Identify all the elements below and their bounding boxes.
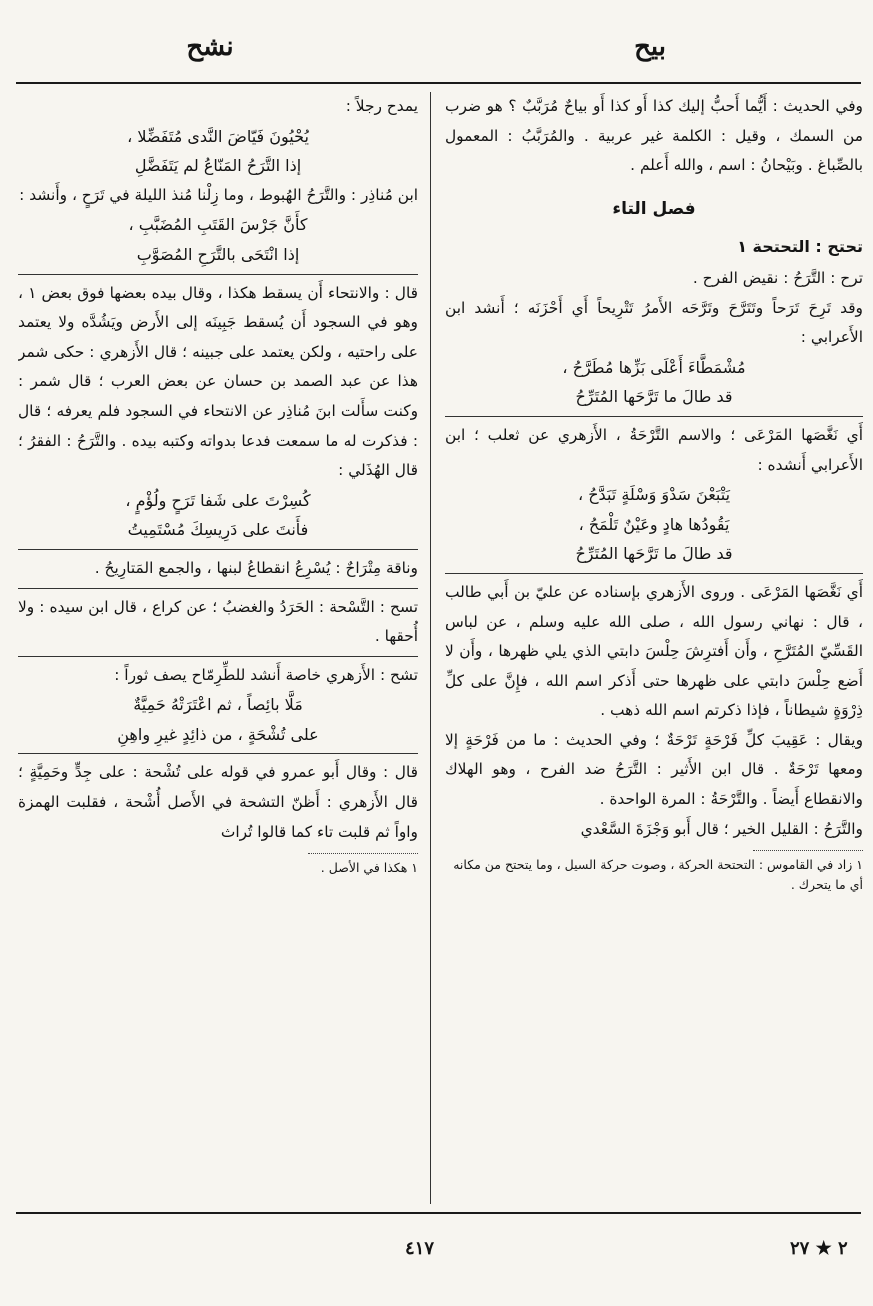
- bottom-rule: [16, 1212, 861, 1214]
- footnote: ١ زاد في القاموس : التحتحة الحركة ، وصوت حركة السيل ، وما يتحتح من مكانه أي ما يتحرك .: [453, 857, 863, 893]
- verse-line: كُسِرْتَ على شَفا تَرَحٍ ولُؤْمٍ ،: [125, 490, 311, 510]
- paragraph: وناقة مِتْرَاحٌ : يُسْرِعُ انقطاعُ لبنها ، والجمع المَتارِيحُ .: [94, 558, 418, 577]
- separator: [18, 656, 418, 657]
- separator: [445, 416, 863, 417]
- paragraph: قال : وقال أَبو عمرو في قوله على تُشْحة : على جِدٍّ وحَمِيَّةٍ ؛ قال الأَزهري : أَظنّ التشحة في الأَصل أُشْحة ، فقلبت الهمزة واواً ثم قلبت تاء كما قالوا تُراث: [18, 763, 418, 841]
- verse-line: إذا انْتَحَى بالتَّرَحِ المُصَوَّبِ: [136, 244, 300, 264]
- verse-line: يَقُودُها هادٍ وعَيْنٌ تَلْمَحُ ،: [578, 514, 730, 534]
- footnote: ١ هكذا في الأصل .: [320, 860, 418, 876]
- header-root-word-right: بيح: [634, 32, 666, 62]
- verse-line: يُحْيُونَ فَيّاضَ النَّدى مُتَفَضِّلا ،: [127, 126, 309, 146]
- header-root-word-left: نشح: [186, 32, 234, 62]
- paragraph: قال : والانتحاء أَن يسقط هكذا ، وقال بيده بعضها فوق بعض ١ ، وهو في السجود أَن يُسقط جَبِينَه إلى الأَرض ويَشُدَّه ولا يعتمد على راحتيه ، ولكن يعتمد على جبينه ؛ قال الأَزهري : حكى شمر هذا عن عبد الصمد بن حسان عن بعض العرب ؛ قال شمر : وكنت سأَلت ابنَ مُناذِر عن الانتحاء في السجود فلم يعرفه ؛ قال : فذكرت له ما سمعت فدعا بدواته وكتبه بيده . والتَّرَحُ : الفقرُ ؛ قال الهُذَلي :: [18, 283, 418, 480]
- separator: [18, 588, 418, 589]
- paragraph: ابن مُناذِر : والتَّرَحُ الهُبوط ، وما زِلْنا مُنذ الليلة في تَرَحٍ ، وأَنشد :: [19, 185, 418, 204]
- paragraph: ويقال : عَقِيبَ كلِّ فَرْحَةٍ تَرْحَةٌ ؛ وفي الحديث : ما من فَرْحَةٍ إلا ومعها تَرْحَةٌ . قال ابن الأَثير : التَّرَحُ ضد الفرح ، وهو الهلاك والانقطاع أَيضاً . والتَّرْحَةُ : المرة الواحدة .: [445, 730, 863, 809]
- paragraph: أَي نَغَّصَها المَرْعَى . وروى الأَزهري بإسناده عن عليّ بن أَبي طالب ، قال : نهاني رسول الله ، صلى الله عليه وسلم ، عن لباس القَسِّيّ المُتَرَّحِ ، وأَن أَفترِشَ حِلْسَ دابتي الذي يلي ظهرها ، وأَن لا أَضع حِلْسَ دابتي على ظهرها حتى أَذكر اسم الله ، فإِنَّ على كلِّ ذِرْوَةٍ شيطاناً ، فإذا ذكرتم اسم الله ذهب .: [445, 582, 863, 720]
- paragraph: يمدح رجلاً :: [345, 97, 418, 115]
- paragraph: تسح : التَّسْحة : الحَرَدُ والغضبُ ؛ عن كراع ، قال ابن سيده : ولا أُحقها .: [18, 597, 418, 646]
- footnote-rule: [753, 850, 863, 851]
- footnote-rule: [308, 853, 418, 854]
- verse-line: مُشْمَطَّاءَ أَعْلَى بَزِّها مُطَرَّحُ ،: [562, 357, 746, 377]
- paragraph: ترح : التَّرَحُ : نقيض الفرح .: [692, 268, 863, 287]
- separator: [18, 549, 418, 550]
- paragraph: والتَّرَحُ : القليل الخير ؛ قال أَبو وَجْزَةَ السَّعْدي: [580, 819, 863, 838]
- entry-heading: تحتح : التحتحة ١: [737, 237, 863, 257]
- page-number: ٤١٧: [405, 1238, 435, 1259]
- verse-line: قد طالَ ما تَرَّحَها المُتَرِّحُ: [575, 387, 733, 407]
- verse-line: يَتْبَعْنَ سَدْوَ وَسْلَةٍ تَبَدَّحُ ،: [577, 485, 731, 505]
- left-column: [18, 92, 418, 1204]
- separator: [445, 573, 863, 574]
- verse-line: إذا التَّرَحُ المَنّاعُ لم يَتَفَضَّلِ: [134, 156, 302, 176]
- verse-line: على تُشْحَةٍ ، من ذائِدٍ غيرِ واهِنِ: [117, 724, 319, 744]
- separator: [18, 274, 418, 275]
- verse-line: مَلَّا بائِصاً ، ثم اعْتَرَتْهُ حَمِيَّةٌ: [133, 695, 303, 715]
- section-title: فصل التاء: [612, 198, 696, 219]
- verse-line: فأَنتَ على دَرِيسِكَ مُسْتَمِيتُ: [127, 520, 309, 540]
- paragraph: تشح : الأَزهري خاصة أَنشد للطِّرِمّاح يصف ثوراً :: [114, 665, 418, 684]
- paragraph: وفي الحديث : أَيُّما أَحبُّ إليك كذا أَو كذا أَو بياحٌ مُرَبَّبٌ ؟ هو ضرب من السمك ، وقيل : الكلمة غير عربية . والمُرَبَّبُ : المعمول بالصِّباغ . وبَيْحانُ : اسم ، والله أَعلم .: [445, 97, 863, 175]
- verse-line: كأَنَّ جَرْسَ القَتَبِ المُضَبَّبِ ،: [128, 215, 308, 235]
- top-rule: [16, 82, 861, 84]
- paragraph: أَي نَغَّصَها المَرْعَى ؛ والاسم التَّرْحَةُ ، الأَزهري عن ثعلب ؛ ابن الأَعرابي أَنشده :: [445, 425, 863, 474]
- separator: [18, 753, 418, 754]
- volume-mark: ٢ ★ ٢٧: [790, 1238, 848, 1259]
- column-divider: [430, 92, 431, 1204]
- right-column: [445, 92, 863, 1204]
- paragraph: وقد تَرِحَ تَرَحاً وتَتَرَّحَ وتَرَّحَه الأَمرُ تَتْرِيحاً أَي أَحْزَنَه ؛ أَنشد ابن الأَعرابي :: [445, 298, 863, 347]
- verse-line: قد طالَ ما تَرَّحَها المُتَرِّحُ: [575, 544, 733, 564]
